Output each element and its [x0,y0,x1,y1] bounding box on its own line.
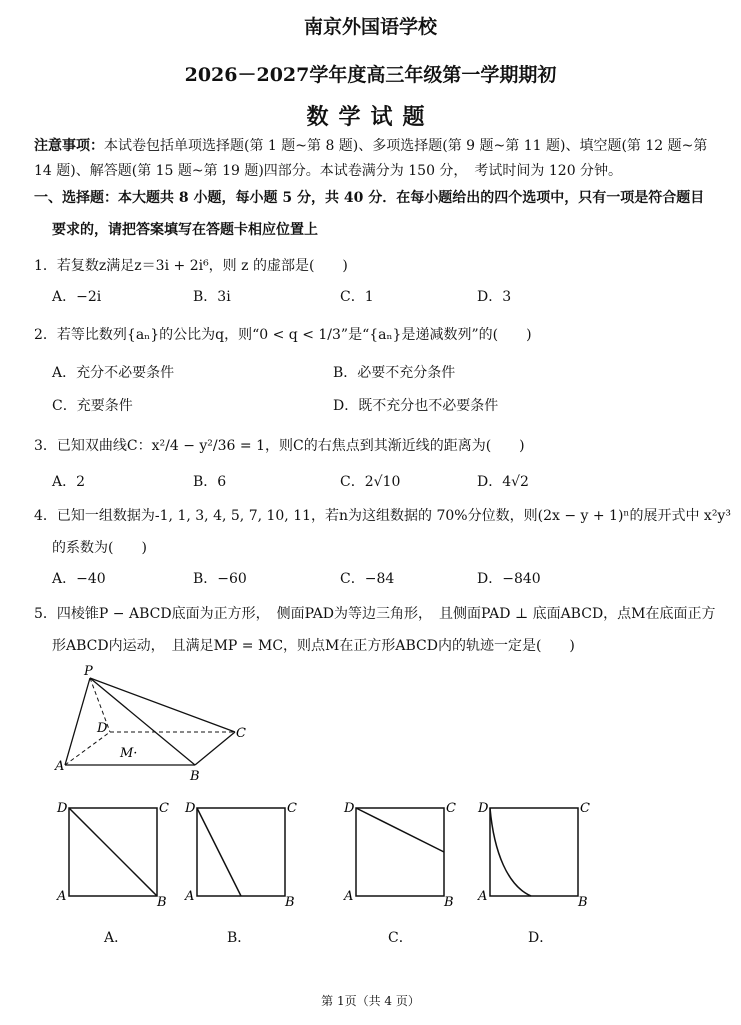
q3-option-c: C．2√10 [340,474,401,490]
q3-option-d: D．4√2 [477,474,529,490]
q4-option-b: B．−60 [193,571,247,587]
label-d: D [344,801,355,816]
question-5-line-2: 形ABCD内运动， 且满足MP = MC，则点M在正方形ABCD内的轨迹一定是( ) [52,638,575,654]
answer-figure-d [476,798,598,908]
label-d: D [97,721,108,736]
q3-option-a: A．2 [52,474,86,490]
caption-a: A． [104,930,129,946]
q2-option-b: B．必要不充分条件 [333,365,456,381]
school-name: 南京外国语学校 [303,16,437,38]
label-m: M· [120,746,138,761]
question-number: 4． [34,508,57,524]
question-5 [34,603,716,623]
label-a: A [344,889,354,904]
label-c: C [580,801,590,816]
trajectory-curve [490,808,531,896]
caption-d: D． [528,930,554,946]
label-b: B [444,895,454,908]
section-heading-line-1: 一、选择题：本大题共 8 小题，每小题 5 分，共 40 分．在每小题给出的四个选项中，只有一项是符合题目 [34,190,705,206]
trajectory-line [197,808,241,896]
question-number: 5． [34,606,57,622]
question-stem: 若等比数列{aₙ}的公比为q，则“0 < q < 1/3”是“{aₙ}是递减数列”的( ) [56,327,532,343]
question-stem: 已知双曲线C：x²/4 − y²/36 = 1，则C的右焦点到其渐近线的距离为( ) [56,438,525,454]
question-2 [34,324,532,344]
label-c: C [236,726,246,741]
question-stem: 若复数z满足z＝3i + 2i⁶，则 z 的虚部是( ) [56,258,348,274]
label-d: D [478,801,489,816]
pyramid-figure [50,660,260,785]
trajectory-line [356,808,444,852]
notice-line-1 [34,136,707,156]
q2-option-c: C．充要条件 [52,398,133,414]
question-4 [34,505,731,525]
label-p: P [84,664,93,679]
caption-b: B． [227,930,252,946]
label-a: A [185,889,195,904]
q3-option-b: B．6 [193,474,227,490]
label-c: C [287,801,297,816]
question-stem-line-1: 已知一组数据为-1, 1, 3, 4, 5, 7, 10, 11，若n为这组数据的 70%分位数，则(2x − y + 1)ⁿ的展开式中 x²y³ [56,508,731,524]
q4-option-a: A．−40 [52,571,106,587]
question-4-line-2: 的系数为( ) [52,540,147,556]
page-footer: 第 1页（共 4 页） [321,994,420,1008]
label-b: B [285,895,295,908]
notice-line-2: 14 题)、解答题(第 15 题~第 19 题)四部分。本试卷满分为 150 分， 考试时间为 120 分钟。 [34,163,623,179]
q1-option-d: D．3 [477,289,512,305]
label-a: A [55,759,65,774]
question-stem-line-1: 四棱锥P − ABCD底面为正方形， 侧面PAD为等边三角形， 且侧面PAD ⊥ 底面ABCD，点M在底面正方 [56,606,716,622]
label-c: C [159,801,169,816]
q2-option-d: D．既不充分也不必要条件 [333,398,499,414]
label-b: B [157,895,167,908]
label-b: B [190,769,200,784]
label-b: B [578,895,588,908]
page-title: 数学试题 [306,104,435,130]
q1-option-b: B．3i [193,289,231,305]
q1-option-c: C．1 [340,289,374,305]
question-number: 3． [34,438,57,454]
question-1 [34,255,348,275]
answer-figure-c [342,798,464,908]
question-3 [34,435,525,455]
label-a: A [478,889,488,904]
answer-figure-b [183,798,305,908]
section-heading-line-2: 要求的，请把答案填写在答题卡相应位置上 [52,222,318,238]
caption-c: C． [388,930,413,946]
q2-option-a: A．充分不必要条件 [52,365,175,381]
answer-figure-a [55,798,177,908]
label-c: C [446,801,456,816]
question-number: 1． [34,258,57,274]
q1-option-a: A．−2i [52,289,102,305]
q4-option-c: C．−84 [340,571,395,587]
label-d: D [57,801,68,816]
label-d: D [185,801,196,816]
q4-option-d: D．−840 [477,571,541,587]
notice-label: 注意事项： [34,138,104,154]
trajectory-line [69,808,157,896]
exam-term: 2026－2027学年度高三年级第一学期期初 [184,64,557,86]
label-a: A [57,889,67,904]
notice-text-1: 本试卷包括单项选择题(第 1 题~第 8 题)、多项选择题(第 9 题~第 11 题)、填空题(第 12 题~第 [104,138,708,154]
question-number: 2． [34,327,57,343]
